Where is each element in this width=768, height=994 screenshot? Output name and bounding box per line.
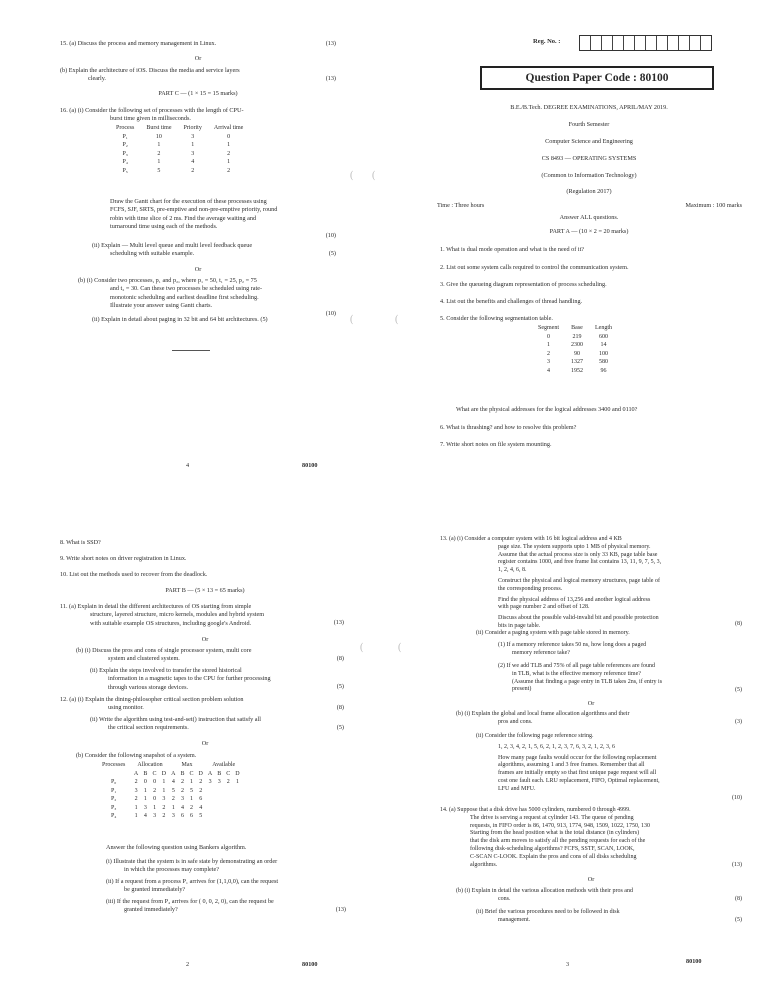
table-cell: 2 xyxy=(226,779,230,786)
table-cell: 3 xyxy=(191,133,195,140)
q5: 5. Consider the following segmentation table. xyxy=(440,315,553,322)
table-row xyxy=(532,358,618,367)
course-title: CS 8493 — OPERATING SYSTEMS xyxy=(541,155,637,162)
table-cell: 1 xyxy=(547,342,550,349)
table-header-cell: D xyxy=(198,770,203,777)
q13a-ii-2: (2) If we add TLB and 75% of all page table references are found in TLB, what is the effective memory reference time? (Assume that finding a page entry in TLB takes 2ns, if entry is present) (5) xyxy=(498,663,742,693)
table-cell xyxy=(205,804,214,813)
table-cell: 2 xyxy=(227,167,231,174)
or-label: Or xyxy=(587,876,595,883)
table-header-cell: C xyxy=(189,770,194,777)
semester: Fourth Semester xyxy=(568,121,610,128)
table-cell: 3 xyxy=(208,779,212,786)
segment-table xyxy=(532,324,618,375)
table-cell: 1 xyxy=(143,796,147,803)
table-cell: 2 xyxy=(199,779,203,786)
reg-no-digit-box xyxy=(602,36,613,50)
table-cell: P₁ xyxy=(122,133,128,140)
end-rule xyxy=(172,350,210,351)
table-cell: 2 xyxy=(181,779,185,786)
table-cell: P₅ xyxy=(122,167,128,174)
table-cell xyxy=(215,804,224,813)
q11b-i: (b) (i) Discuss the pros and cons of single processor system, multi core system and clustered system. (8) xyxy=(76,647,344,663)
q15a: 15. (a) Discuss the process and memory management in Linux. (13) xyxy=(60,40,336,47)
q12b-iii: (iii) If the request from P₄ arrives for ( 0, 0, 2, 0), can the request be granted immediately? (13) xyxy=(106,898,346,914)
table-cell: 4 xyxy=(547,367,550,374)
table-cell: 5 xyxy=(171,787,175,794)
paper-code: 80100 xyxy=(686,958,702,965)
or-label: Or xyxy=(201,636,209,643)
q11a: 11. (a) Explain in detail the different architectures of OS starting from simple structure, layered structure, micro kernels, modules and hybrid system with suitable example OS structures, including google's Android. (13) xyxy=(60,603,344,627)
table-cell: 3 xyxy=(217,779,221,786)
table-cell: 1 xyxy=(227,159,231,166)
table-cell xyxy=(215,787,224,796)
q4: 4. List out the benefits and challenges of thread handling. xyxy=(440,298,583,305)
table-cell xyxy=(205,795,214,804)
table-cell: 2 xyxy=(190,804,194,811)
table-cell: P₄ xyxy=(122,159,128,166)
table-cell xyxy=(233,804,242,813)
table-header-cell: Length xyxy=(595,325,612,332)
max-marks-label: Maximum : 100 marks xyxy=(685,202,742,209)
table-cell: 1 xyxy=(143,787,147,794)
table-cell: 2 xyxy=(181,787,185,794)
q6: 6. What is thrashing? and how to resolve this problem? xyxy=(440,424,577,431)
table-cell: 6 xyxy=(181,813,185,820)
reg-no-digit-box xyxy=(657,36,668,50)
page-number: 2 xyxy=(186,961,190,968)
table-cell: 1 xyxy=(171,804,175,811)
table-cell: 1 xyxy=(162,779,166,786)
q14b-ii: (ii) Brief the various procedures need to be followed in disk management. (5) xyxy=(476,909,742,923)
table-cell xyxy=(233,812,242,821)
table-cell xyxy=(215,812,224,821)
table-cell: 4 xyxy=(181,804,185,811)
table-cell: 3 xyxy=(547,359,550,366)
table-cell: 5 xyxy=(199,813,203,820)
table-cell: 2 xyxy=(134,796,138,803)
binding-hole-mark: ( xyxy=(372,170,376,181)
table-row xyxy=(110,141,249,150)
reg-no-digit-box xyxy=(690,36,701,50)
table-row xyxy=(532,333,618,342)
table-row xyxy=(96,787,242,796)
table-cell: 4 xyxy=(143,813,147,820)
table-row xyxy=(110,158,249,167)
table-row xyxy=(110,167,249,176)
table-cell xyxy=(224,804,233,813)
table-row xyxy=(96,778,242,787)
table-cell: 1 xyxy=(162,787,166,794)
table-cell: 4 xyxy=(199,804,203,811)
table-cell: 3 xyxy=(134,787,138,794)
table-cell xyxy=(224,795,233,804)
q12b-answer-note: Answer the following question using Bankers algorithm. xyxy=(106,844,247,851)
q7: 7. Write short notes on file system mounting. xyxy=(440,441,552,448)
reg-no-digit-box xyxy=(624,36,635,50)
question-paper-code: Question Paper Code : 80100 xyxy=(480,66,714,90)
table-cell: 1 xyxy=(227,142,231,149)
table-cell: 14 xyxy=(600,342,607,349)
reg-no-digit-box xyxy=(635,36,646,50)
table-header-cell: C xyxy=(152,770,157,777)
table-header-cell: Arrival time xyxy=(213,125,244,132)
table-row xyxy=(532,350,618,359)
q12b-ii: (ii) If a request from a process P₁ arrives for (1,1,0,0), can the request be granted immediately? xyxy=(106,878,279,894)
q16b-ii: (ii) Explain in detail about paging in 32 bit and 64 bit architectures. (5) xyxy=(92,316,268,323)
table-cell xyxy=(205,812,214,821)
q14a: 14. (a) Suppose that a disk drive has 5000 cylinders, numbered 0 through 4999. The drive is serving a request at cylinder 143. The queue of pending requests, in FIFO order is 86, 1470, 913, 1774, 948, 1509, 1022, 1750, 130 Starting from the head position what is the total distance (in cylinders) that the disk arm moves to satisfy all the pending requests for each of the following disk-scheduling algorithms? FCFS, SSTF, SCAN, LOOK, C-SCAN C-LOOK. Explain the pros and cons of all disks scheduling algorithms. (13) xyxy=(440,807,742,868)
binding-hole-mark: ( xyxy=(360,642,364,653)
table-cell: 1 xyxy=(134,813,138,820)
bankers-table xyxy=(96,761,242,821)
table-cell xyxy=(215,795,224,804)
q13b-i: (b) (i) Explain the global and local frame allocation algorithms and their pros and cons. (3) xyxy=(456,711,742,725)
table-cell: 1 xyxy=(153,804,157,811)
table-cell: 2 xyxy=(191,167,195,174)
table-cell: 6 xyxy=(190,813,194,820)
table-cell xyxy=(205,787,214,796)
table-cell: P₀ xyxy=(110,779,117,786)
table-cell: P₂ xyxy=(110,796,117,803)
table-row xyxy=(110,133,249,142)
table-header-cell: Available xyxy=(212,762,236,769)
table-cell: 4 xyxy=(171,779,175,786)
table-cell xyxy=(224,787,233,796)
process-table xyxy=(110,124,249,175)
table-cell: 2 xyxy=(547,350,550,357)
table-header-cell xyxy=(96,770,131,779)
table-header-cell: A xyxy=(133,770,139,777)
q16a-ii: (ii) Explain — Multi level queue and multi level feedback queue scheduling with suitable example. (5) xyxy=(92,242,336,258)
table-cell: 90 xyxy=(574,350,580,357)
page-number: 4 xyxy=(186,462,190,469)
regulation: (Regulation 2017) xyxy=(566,188,612,195)
q12b: (b) Consider the following snapshot of a system. xyxy=(76,752,197,759)
or-label: Or xyxy=(194,55,202,62)
table-row xyxy=(532,367,618,376)
or-label: Or xyxy=(201,740,209,747)
answer-all: Answer ALL questions. xyxy=(559,214,619,221)
table-cell: 5 xyxy=(157,167,161,174)
table-cell: P₃ xyxy=(110,804,117,811)
table-header-cell: Base xyxy=(571,325,583,332)
degree-heading: B.E./B.Tech. DEGREE EXAMINATIONS, APRIL/MAY 2019. xyxy=(510,104,668,111)
or-label: Or xyxy=(194,266,202,273)
reg-no-digit-box xyxy=(679,36,690,50)
table-cell: 2 xyxy=(171,796,175,803)
q16a: 16. (a) (i) Consider the following set of processes with the length of CPU- burst time given in milliseconds. xyxy=(60,107,244,123)
table-header-cell: Segment xyxy=(538,325,559,332)
table-cell: P₄ xyxy=(110,813,117,820)
table-header-cell: Burst time xyxy=(146,125,172,132)
q9: 9. Write short notes on driver registration in Linux. xyxy=(60,555,187,562)
binding-hole-mark: ( xyxy=(395,314,399,325)
table-cell: 1 xyxy=(157,159,161,166)
table-header-cell: D xyxy=(235,770,240,777)
q2: 2. List out some system calls required to control the communication system. xyxy=(440,264,629,271)
part-a-heading: PART A — (10 × 2 = 20 marks) xyxy=(549,228,629,235)
reg-no-digit-box xyxy=(646,36,657,50)
table-cell: 0 xyxy=(143,779,147,786)
reg-no-digit-box xyxy=(580,36,591,50)
part-b-heading: PART B — (5 × 13 = 65 marks) xyxy=(165,587,245,594)
table-cell xyxy=(233,787,242,796)
table-cell: 2 xyxy=(153,787,157,794)
paper-code: 80100 xyxy=(302,462,318,469)
table-header-cell: B xyxy=(180,770,185,777)
table-cell: P₁ xyxy=(110,787,117,794)
table-cell: 2 xyxy=(157,150,161,157)
table-cell: 3 xyxy=(153,813,157,820)
table-cell: 1327 xyxy=(571,359,583,366)
table-cell: 1 xyxy=(190,796,194,803)
table-header-cell: Processes xyxy=(102,762,126,769)
table-cell: 4 xyxy=(191,159,195,166)
table-cell: 100 xyxy=(599,350,608,357)
table-cell: 1 xyxy=(134,804,138,811)
table-header-cell: Priority xyxy=(183,125,202,132)
table-row xyxy=(110,150,249,159)
table-cell: 1 xyxy=(191,142,195,149)
table-cell: 3 xyxy=(181,796,185,803)
table-header-cell: D xyxy=(161,770,167,777)
table-header-cell: C xyxy=(226,770,231,777)
table-cell: 2 xyxy=(162,813,166,820)
time-label: Time : Three hours xyxy=(437,202,485,209)
q16a-i-text: Draw the Gantt chart for the execution of these processes using FCFS, SJF, SRTS, pre-emptive and non-pre-emptive priority, round robin with time slice of 2 ms. Find the average waiting and turnaround time using each of the methods. (10) xyxy=(110,198,336,239)
table-header-cell: A xyxy=(207,770,213,777)
table-header-cell: Process xyxy=(116,125,135,132)
table-cell: 2 xyxy=(162,804,166,811)
table-header-cell: B xyxy=(143,770,148,777)
paper-code: 80100 xyxy=(302,961,318,968)
table-row xyxy=(96,812,242,821)
q8: 8. What is SSD? xyxy=(60,539,101,546)
table-cell: 3 xyxy=(143,804,147,811)
table-cell: 2 xyxy=(134,779,138,786)
table-cell: 0 xyxy=(153,779,157,786)
table-cell xyxy=(224,812,233,821)
reg-no-label: Reg. No. : xyxy=(533,38,561,45)
table-cell: 1 xyxy=(157,142,161,149)
table-row xyxy=(532,341,618,350)
q12a-i: 12. (a) (i) Explain the dining-philosopher critical section problem solution using monitor. (8) xyxy=(60,696,344,712)
reg-no-digit-box xyxy=(591,36,602,50)
table-cell: 580 xyxy=(599,359,608,366)
table-cell: 600 xyxy=(599,333,608,340)
table-header-cell: Allocation xyxy=(137,762,163,769)
q1: 1. What is dual mode operation and what is the need of it? xyxy=(440,246,585,253)
table-cell: 10 xyxy=(155,133,162,140)
table-row xyxy=(96,804,242,813)
table-cell: 2 xyxy=(227,150,231,157)
table-cell: 1 xyxy=(190,779,194,786)
reg-no-digit-box xyxy=(701,36,711,50)
table-header-cell: Max xyxy=(181,762,193,769)
table-cell: 3 xyxy=(162,796,166,803)
table-cell: 3 xyxy=(171,813,175,820)
q13a-i: 13. (a) (i) Consider a computer system with 16 bit logical address and 4 KB page size. The system supports upto 1 MB of physical memory. Assume that the actual process size is only 33 KB, page table base register contains 1000, and free frame list contains 13, 11, 9, 7, 5, 3, 1, 2, 4, 6, 8. Construct the physical and logical memory structures, page table of the corresponding process. Find the physical address of 13,256 and another logical address with page number 2 and offset of 128. Discuss about the possible valid-invalid bit and possible protection bits in page table. (8) xyxy=(440,536,742,629)
table-cell: P₂ xyxy=(122,142,128,149)
q13a-ii-1: (1) If a memory reference takes 50 ns, how long does a paged memory reference take? xyxy=(498,642,647,656)
q14b-i: (b) (i) Explain in detail the various allocation methods with their pros and cons. (8) xyxy=(456,888,742,902)
table-cell: 2 xyxy=(199,787,203,794)
q13a-ii: (ii) Consider a paging system with page table stored in memory. xyxy=(476,630,630,636)
table-cell: 0 xyxy=(153,796,157,803)
reg-no-digit-box xyxy=(668,36,679,50)
table-cell: 0 xyxy=(227,133,231,140)
table-cell: 6 xyxy=(199,796,203,803)
table-cell: 96 xyxy=(600,367,607,374)
binding-hole-mark: ( xyxy=(398,642,402,653)
q15b: (b) Explain the architecture of iOS. Discuss the media and service layers clearly. (13) xyxy=(60,67,336,83)
table-cell: 2300 xyxy=(571,342,583,349)
q11b-ii: (ii) Explain the steps involved to transfer the stored historical information in a magnetic tapes to the CPU for further processing through various storage devices. (5) xyxy=(90,667,344,691)
table-header-cell: A xyxy=(171,770,176,777)
binding-hole-mark: ( xyxy=(350,170,354,181)
table-cell: 5 xyxy=(190,787,194,794)
table-cell: 1 xyxy=(235,779,239,786)
binding-hole-mark: ( xyxy=(350,314,354,325)
table-cell: 1952 xyxy=(571,367,583,374)
q10: 10. List out the methods used to recover from the deadlock. xyxy=(60,571,208,578)
q12b-i: (i) Illustrate that the system is in safe state by demonstrating an order in which the processes may complete? xyxy=(106,858,278,874)
table-cell: 0 xyxy=(547,333,550,340)
department: Computer Science and Engineering xyxy=(545,138,633,145)
q3: 3. Give the queueing diagram representation of process scheduling. xyxy=(440,281,607,288)
q5-part-b: What are the physical addresses for the logical addresses 3400 and 0110? xyxy=(456,406,638,413)
table-cell: P₃ xyxy=(122,150,128,157)
page-number: 3 xyxy=(566,961,570,968)
q12a-ii: (ii) Write the algorithm using test-and-set() instruction that satisfy all the critical section requirements. (5) xyxy=(90,716,344,732)
table-cell: 219 xyxy=(572,333,582,340)
or-label: Or xyxy=(587,700,595,707)
part-c-heading: PART C — (1 × 15 = 15 marks) xyxy=(158,90,238,97)
common-note: (Common to Information Technology) xyxy=(541,172,637,179)
table-cell: 3 xyxy=(191,150,195,157)
table-row xyxy=(96,795,242,804)
table-header-cell: B xyxy=(217,770,222,777)
q13b-ii: (ii) Consider the following page reference string. 1, 2, 3, 4, 2, 1, 5, 6, 2, 1, 2, 3, 7, 6, 3, 2, 1, 2, 3, 6 How many page faults would occur for the following replacement algorithms, assuming 1 and 3 free frames. Remember that all frames are initially empty so that first unique page request will all cost one fault each. LRU replacement, FIFO, Optimal replacement, LFU and MFU. (10) xyxy=(476,733,742,801)
q16b: (b) (i) Consider two processes, p₁ and p₂, where p₁ = 50, t₁ = 25, p₂ = 75 and t₂ = 30. Can these two processes be scheduled using rate- monotonic scheduling and earliest deadline first scheduling. Illustrate your answer using Gantt charts. (10) xyxy=(78,277,336,317)
reg-no-boxes xyxy=(579,35,712,51)
reg-no-digit-box xyxy=(613,36,624,50)
table-cell xyxy=(233,795,242,804)
